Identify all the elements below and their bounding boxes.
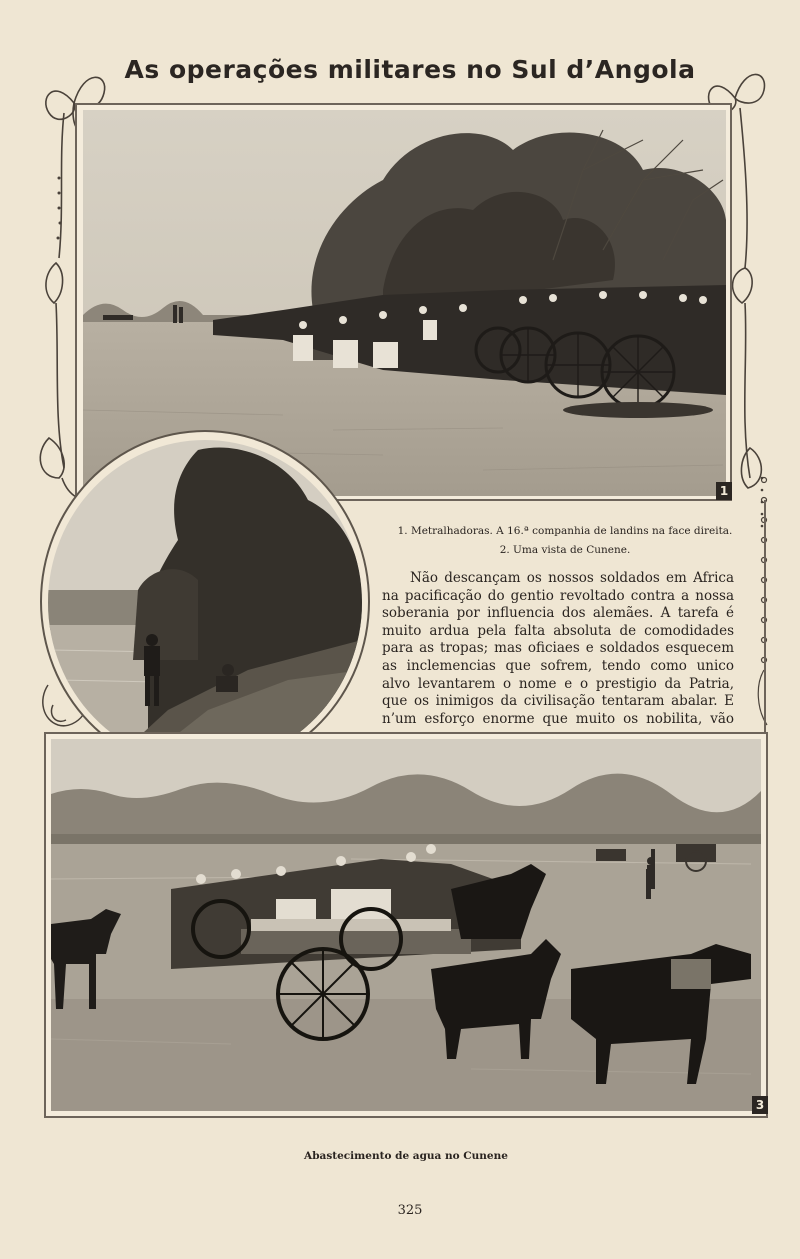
photo-3-number-badge: 3: [752, 1096, 768, 1114]
photo-1-number-badge: 1: [716, 482, 732, 500]
page-number: 325: [397, 1203, 423, 1218]
caption-line-2: 2. Uma vista de Cunene.: [499, 544, 631, 556]
photo-3: [51, 739, 761, 1111]
cunene-riverbank-icon: [48, 440, 362, 765]
river-crossing-carts-icon: [51, 739, 761, 1111]
photo-2: [48, 440, 362, 765]
photo-caption-bottom: Abastecimento de agua no Cunene: [304, 1150, 508, 1162]
article-body: Não descançam os nossos soldados em Africa na pacificação do gentio revoltado contra a nossa soberania por influencia dos alemães. A tarefa é muito ardua pela falta absoluta de comodidades para as tropas; mas oficiaes e soldados esquecem as inclemencias que sofrem, tendo como unico alvo levantarem o nome e o prestigio da Patria, que os inimigos da civilisação tentaram abalar. E n’um esforço enorme que muito os nobilita, vão: [382, 570, 734, 727]
page-title: As operações militares no Sul d’Angola: [124, 55, 696, 84]
caption-line-1: 1. Metralhadoras. A 16.ª companhia de landins na face direita.: [397, 525, 733, 537]
photo-caption-top: [380, 522, 750, 560]
